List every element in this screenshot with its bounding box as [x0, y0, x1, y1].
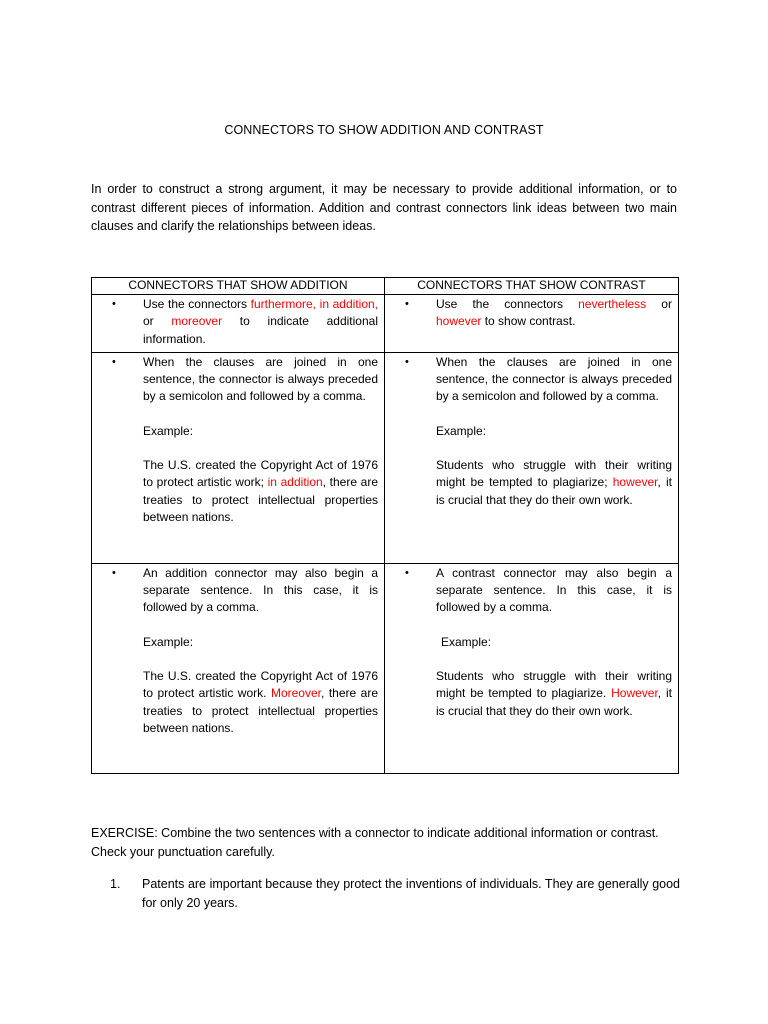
document-title: CONNECTORS TO SHOW ADDITION AND CONTRAST: [224, 123, 544, 137]
contrast-r2-example-label: Example:: [436, 423, 487, 438]
addition-r2-ex-red: in addition: [267, 475, 323, 490]
contrast-r3-ex-red: However: [611, 686, 658, 701]
contrast-r1-text-1: Use the connectors: [436, 297, 579, 311]
exercise-label: EXERCISE:: [91, 826, 158, 840]
table-row: [92, 563, 679, 773]
addition-r2-ex-after: , there are treaties to protect intellectual properties between nations.: [143, 475, 378, 524]
addition-r1-red-1: furthermore, in addition,: [250, 297, 379, 311]
addition-r3-example: [143, 668, 378, 737]
bullet-icon: •: [112, 355, 116, 368]
addition-r2-ex-before: The U.S. created the Copyright Act of 1976 to protect artistic work;: [143, 458, 378, 490]
contrast-r3-example: [436, 668, 672, 720]
addition-r1-red-2: moreover: [171, 314, 223, 329]
bullet-icon: •: [112, 566, 116, 579]
contrast-cell-2: [385, 352, 679, 563]
exercise-item-number: 1.: [110, 877, 121, 891]
addition-r2-text: When the clauses are joined in one sentence, the connector is always preceded by a semicolon and followed by a comma.: [143, 354, 378, 404]
bullet-icon: •: [405, 298, 409, 310]
bullet-icon: •: [112, 298, 116, 310]
contrast-r1-text-3: to show contrast.: [481, 314, 576, 329]
header-contrast: CONNECTORS THAT SHOW CONTRAST: [385, 278, 679, 295]
contrast-r2-text: When the clauses are joined in one sentence, the connector is always preceded by a semicolon and followed by a comma.: [436, 354, 672, 404]
addition-r1-text-3: to indicate additional information.: [143, 314, 378, 346]
bullet-icon: •: [405, 355, 409, 368]
addition-r1-text-2: or: [143, 314, 172, 329]
table-header-row: [92, 278, 679, 295]
exercise-text: Combine the two sentences with a connector to indicate additional information or contrast. Check your punctuation carefully.: [91, 826, 659, 859]
addition-r3-example-label: Example:: [143, 634, 194, 649]
intro-paragraph: In order to construct a strong argument, it may be necessary to provide additional information, or to contrast different pieces of information. Addition and contrast connectors link ideas between two main clauses and clarify the relationships between ideas.: [91, 182, 677, 233]
contrast-cell-1: [385, 295, 679, 353]
addition-cell-3: [92, 563, 385, 773]
contrast-cell-3: [385, 563, 679, 773]
addition-r1-text-1: Use the connectors: [143, 297, 251, 311]
table-row: [92, 295, 679, 353]
addition-cell-2: [92, 352, 385, 563]
list-item: [110, 875, 680, 912]
table-row: [92, 352, 679, 563]
contrast-r2-example: [436, 457, 672, 509]
addition-r2-example: [143, 457, 378, 526]
bullet-icon: •: [405, 566, 409, 579]
header-addition: CONNECTORS THAT SHOW ADDITION: [92, 278, 385, 295]
addition-cell-1: [92, 295, 385, 353]
addition-r2-example-label: Example:: [143, 423, 194, 438]
contrast-r1-red-2: however: [436, 314, 482, 329]
addition-r3-text: An addition connector may also begin a separate sentence. In this case, it is followed by a comma.: [143, 565, 378, 615]
contrast-r2-ex-red: however: [612, 475, 658, 490]
connectors-table: [91, 277, 679, 774]
contrast-r2-ex-after: , it is crucial that they do their own work.: [436, 475, 672, 507]
contrast-r2-ex-before: Students who struggle with their writing might be tempted to plagiarize;: [436, 458, 672, 490]
exercise-instructions: [91, 824, 681, 861]
addition-r3-ex-red: Moreover: [270, 686, 321, 701]
addition-r3-ex-before: The U.S. created the Copyright Act of 1976 to protect artistic work.: [143, 669, 378, 701]
contrast-r1-red-1: nevertheless: [578, 297, 647, 311]
contrast-r3-example-label: Example:: [441, 634, 492, 649]
contrast-r3-text: A contrast connector may also begin a separate sentence. In this case, it is followed by a comma.: [436, 565, 672, 615]
contrast-r1-text-2: or: [646, 297, 672, 311]
addition-r3-ex-after: , there are treaties to protect intellectual properties between nations.: [143, 686, 378, 735]
contrast-r3-ex-before: Students who struggle with their writing might be tempted to plagiarize.: [436, 669, 672, 701]
contrast-r3-ex-after: , it is crucial that they do their own work.: [436, 686, 672, 718]
exercise-item-text: Patents are important because they protect the inventions of individuals. They are generally good for only 20 years.: [142, 877, 680, 910]
